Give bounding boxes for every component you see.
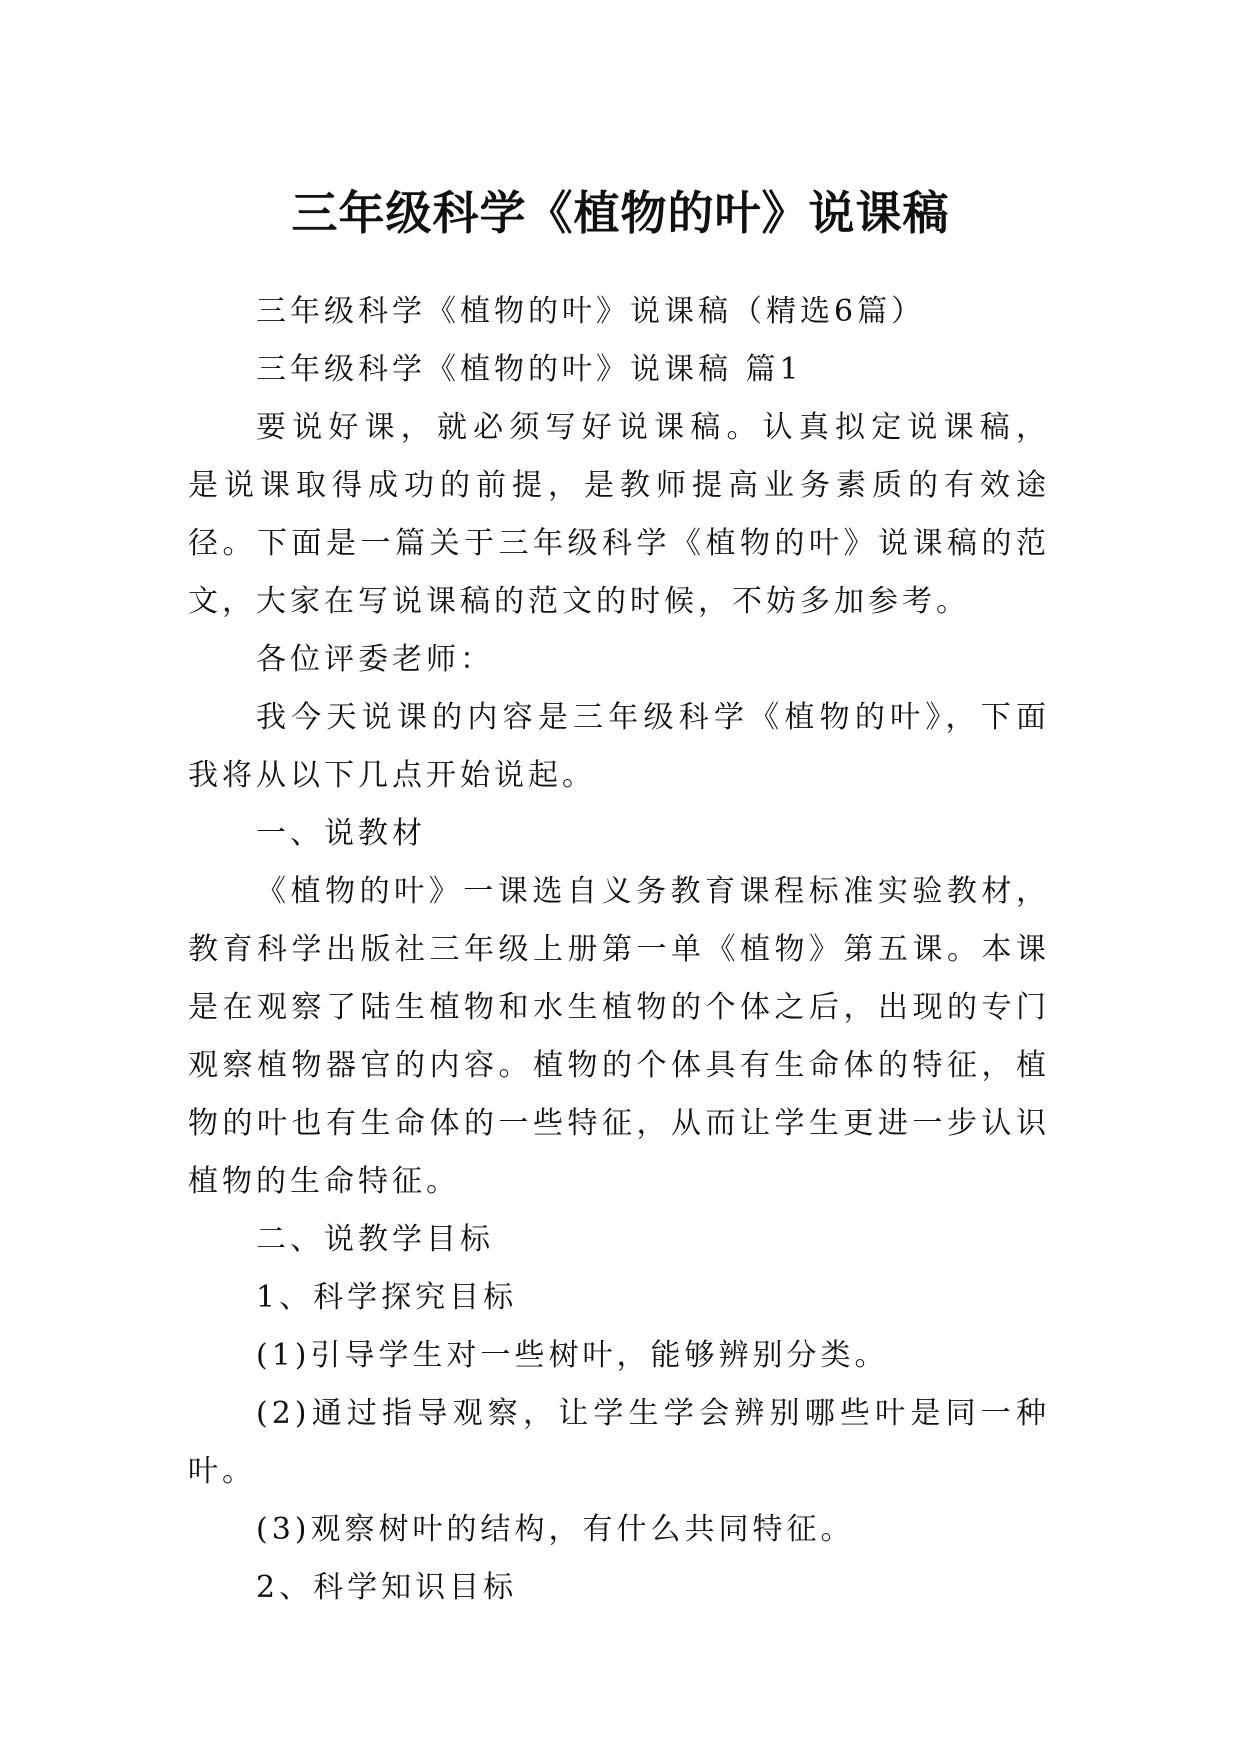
list-item-goal-1: (1)引导学生对一些树叶，能够辨别分类。 xyxy=(256,1338,889,1373)
paragraph-greeting: 各位评委老师： xyxy=(256,642,494,677)
paragraph-teaching-material: 《植物的叶》一课选自义务教育课程标准实验教材，教育科学出版社三年级上册第一单《植物》第五课。本课是在观察了陆生植物和水生植物的个体之后，出现的专门观察植物器官的内容。植物的个体具有生命体的特征，植物的叶也有生命体的一些特征，从而让学生更进一步认识植物的生命特征。 xyxy=(188,874,1050,1199)
heading-teaching-goals: 二、说教学目标 xyxy=(256,1222,494,1257)
list-item-goal-3: (3)观察树叶的结构，有什么共同特征。 xyxy=(256,1512,855,1547)
paragraph-opening: 我今天说课的内容是三年级科学《植物的叶》，下面我将从以下几点开始说起。 xyxy=(188,700,1050,793)
document-body xyxy=(188,283,1050,1617)
paragraph-intro: 要说好课，就必须写好说课稿。认真拟定说课稿， 是说课取得成功的前提，是教师提高业务素质的有效途径。下面是一篇关于三年级科学《植物的叶》说课稿的范文，大家在写说课稿的范文的时候，不妨多加参考。 xyxy=(188,410,1050,619)
heading-science-inquiry: 1、科学探究目标 xyxy=(256,1280,518,1315)
paragraph-section-heading: 三年级科学《植物的叶》说课稿 篇1 xyxy=(256,352,803,387)
document-title: 三年级科学《植物的叶》说课稿 xyxy=(291,185,950,240)
heading-science-knowledge: 2、科学知识目标 xyxy=(256,1570,518,1605)
paragraph-subtitle: 三年级科学《植物的叶》说课稿（精选6篇） xyxy=(256,294,926,329)
list-item-goal-2: (2)通过指导观察，让学生学会辨别哪些叶是同一种叶。 xyxy=(188,1396,1050,1489)
heading-teaching-material: 一、说教材 xyxy=(256,816,426,851)
